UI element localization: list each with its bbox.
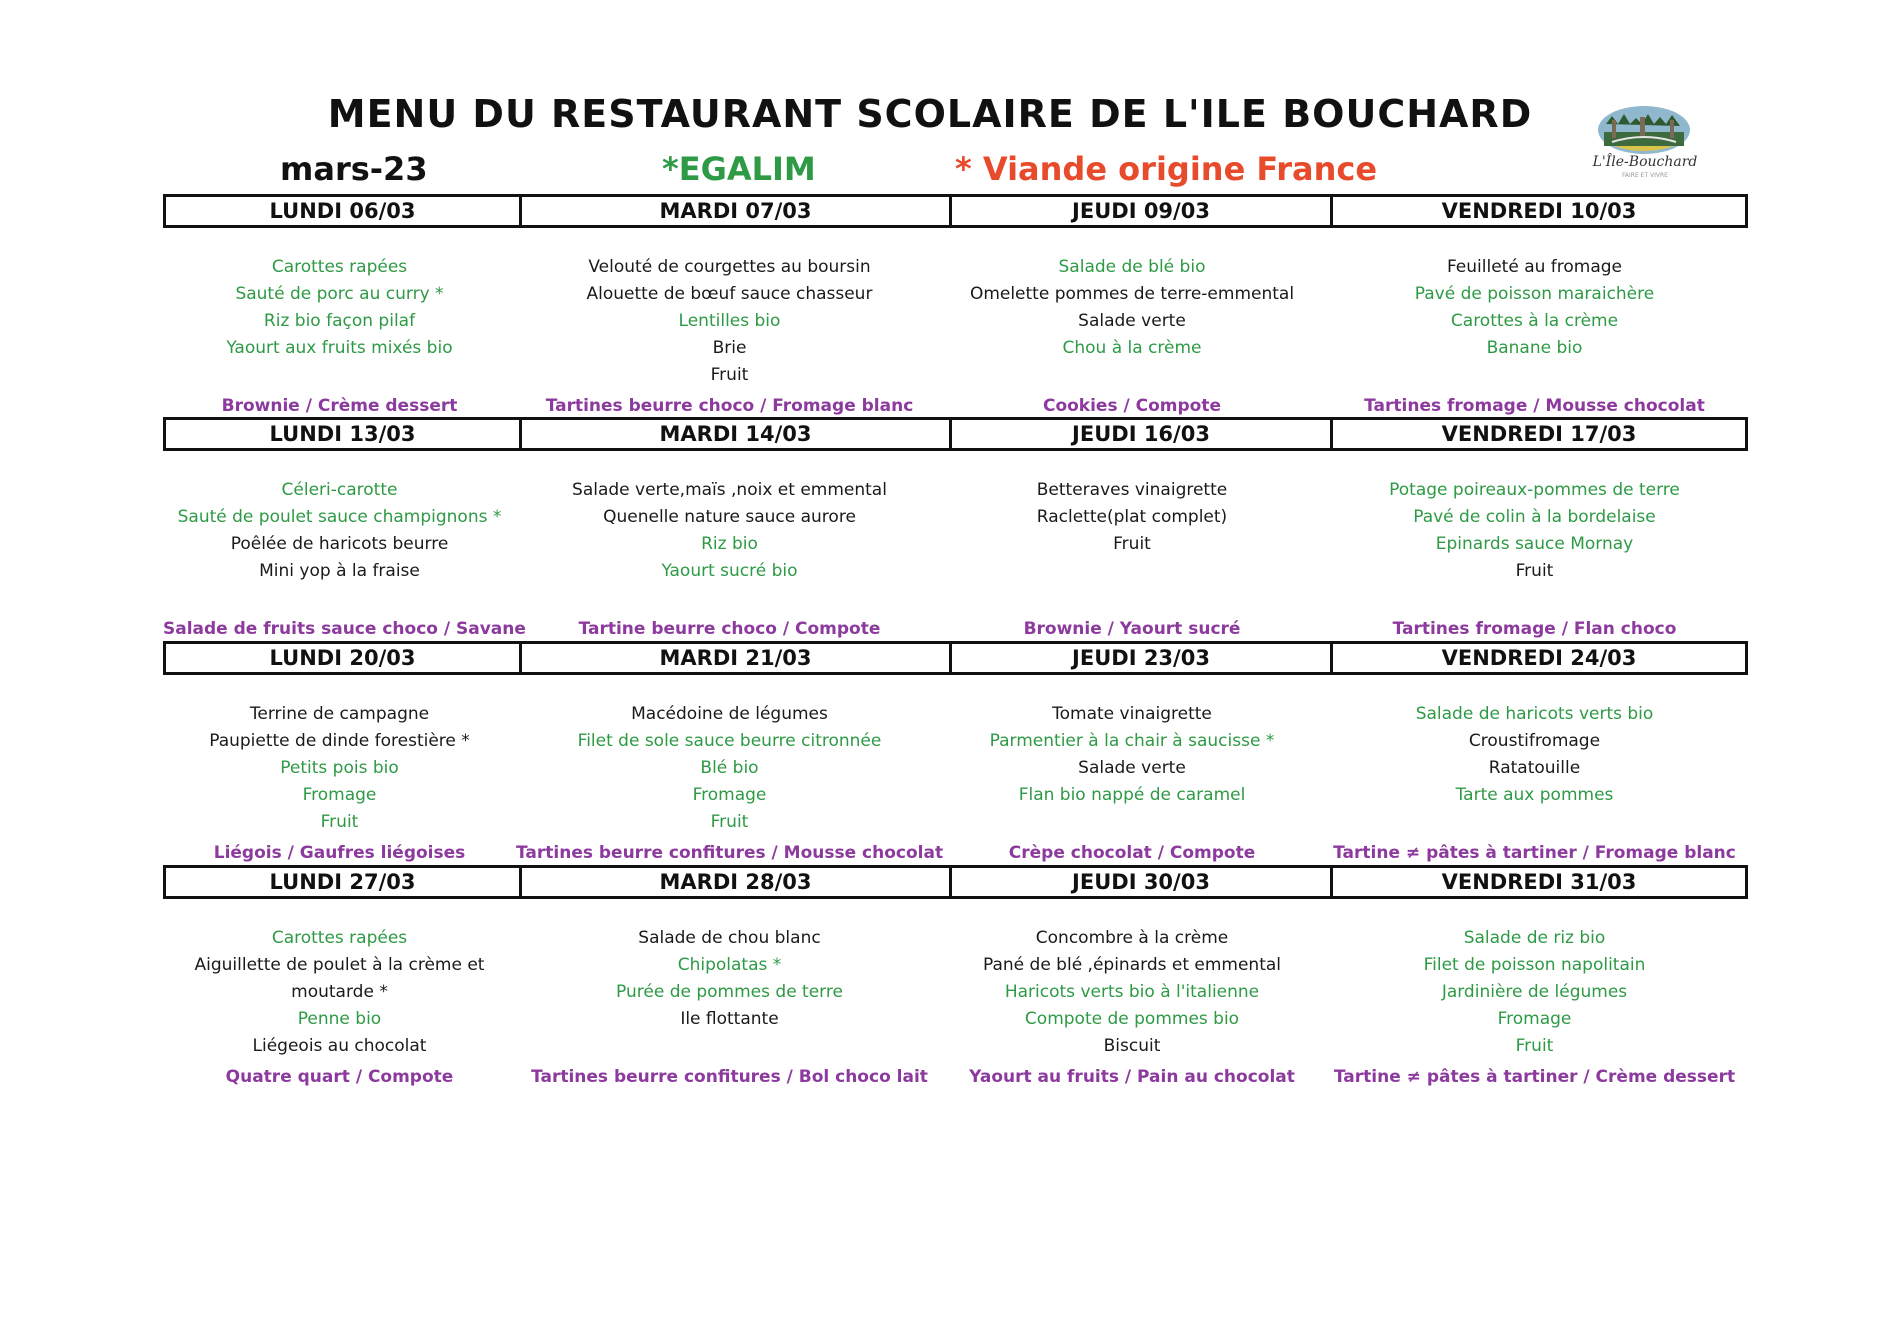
dish-item: Fromage: [1497, 1009, 1572, 1029]
day-header: MARDI 07/03: [522, 197, 952, 225]
day-menu: [516, 228, 943, 418]
dish-item: Potage poireaux-pommes de terre: [1389, 480, 1680, 500]
day-menu: [163, 228, 516, 418]
dish-item: Banane bio: [1486, 338, 1583, 358]
dish-item: Tomate vinaigrette: [1052, 704, 1212, 724]
day-menu: [943, 228, 1321, 418]
dish-item: Fruit: [320, 812, 359, 832]
town-logo-icon: [1582, 102, 1707, 182]
week-block: [163, 865, 1748, 1089]
day-header: VENDREDI 10/03: [1441, 199, 1637, 223]
day-header: LUNDI 06/03: [166, 197, 522, 225]
day-header: LUNDI 13/03: [166, 420, 522, 448]
page-title-text: MENU DU RESTAURANT SCOLAIRE DE L'ILE BOUCHARD: [327, 92, 1533, 136]
dish-item: Chou à la crème: [1062, 338, 1202, 358]
dish-item: Aiguillette de poulet à la crème et: [194, 955, 485, 975]
gouter-item: Tartines beurre choco / Fromage blanc: [545, 396, 914, 416]
day-menu: [516, 675, 943, 865]
day-header: MARDI 28/03: [522, 868, 952, 896]
gouter-item: Tartines fromage / Flan choco: [1392, 619, 1677, 639]
dish-item: Ratatouille: [1488, 758, 1581, 778]
gouter-item: Tartine beurre choco / Compote: [578, 619, 881, 639]
week-block: [163, 417, 1748, 641]
dish-item: Fromage: [692, 785, 767, 805]
day-menu: [1321, 899, 1748, 1089]
day-header: LUNDI 20/03: [166, 644, 522, 672]
dish-item: Riz bio façon pilaf: [263, 311, 416, 331]
dish-item: Fruit: [710, 365, 749, 385]
dish-item: Velouté de courgettes au boursin: [588, 257, 871, 277]
dish-item: Flan bio nappé de caramel: [1018, 785, 1246, 805]
gouter-item: Brownie / Yaourt sucré: [1023, 619, 1241, 639]
dish-item: Sauté de poulet sauce champignons *: [177, 507, 502, 527]
day-header: MARDI 14/03: [522, 420, 952, 448]
dish-item: Pavé de colin à la bordelaise: [1413, 507, 1656, 527]
dish-item: Carottes à la crème: [1450, 311, 1619, 331]
dish-item: Raclette(plat complet): [1036, 507, 1228, 527]
dish-item: Croustifromage: [1468, 731, 1601, 751]
dish-item: Salade verte: [1078, 758, 1186, 778]
gouter-item: Cookies / Compote: [1042, 396, 1222, 416]
dish-item: Salade de riz bio: [1463, 928, 1606, 948]
gouter-item: Liégois / Gaufres liégoises: [213, 843, 466, 863]
day-menu: [1321, 451, 1748, 641]
dish-item: Filet de poisson napolitain: [1423, 955, 1646, 975]
dish-item: Lentilles bio: [678, 311, 781, 331]
gouter-item: Tartines fromage / Mousse chocolat: [1364, 396, 1705, 416]
logo-caption: L'Île-Bouchard: [1592, 154, 1698, 170]
dish-item: Salade verte,maïs ,noix et emmental: [572, 480, 887, 500]
egalim-legend: *EGALIM: [662, 150, 816, 188]
dish-item: Blé bio: [700, 758, 759, 778]
gouter-item: Yaourt au fruits / Pain au chocolat: [969, 1067, 1295, 1087]
dish-item: Biscuit: [1103, 1036, 1161, 1056]
dish-item: Salade de haricots verts bio: [1415, 704, 1654, 724]
logo-subcaption: FAIRE ET VIVRE: [1622, 172, 1668, 179]
dish-item: Yaourt sucré bio: [661, 561, 798, 581]
dish-item: Chipolatas *: [677, 955, 782, 975]
day-menu: [516, 899, 943, 1089]
dish-item: Carottes rapées: [271, 928, 408, 948]
day-menu: [943, 451, 1321, 641]
dish-item: Salade de chou blanc: [638, 928, 821, 948]
dish-item: Fruit: [710, 812, 749, 832]
day-header: JEUDI 16/03: [952, 420, 1333, 448]
dish-item: Alouette de bœuf sauce chasseur: [586, 284, 873, 304]
day-menu: [1321, 675, 1748, 865]
dish-item: Salade verte: [1078, 311, 1186, 331]
day-header: JEUDI 30/03: [952, 868, 1333, 896]
dish-item: Macédoine de légumes: [631, 704, 828, 724]
dish-item: Fruit: [1113, 534, 1151, 554]
dish-item: Compote de pommes bio: [1024, 1009, 1240, 1029]
week-menu-row: [163, 451, 1748, 641]
day-menu: [943, 899, 1321, 1089]
day-menu: [163, 899, 516, 1089]
dish-item: Betteraves vinaigrette: [1036, 480, 1228, 500]
gouter-item: Crèpe chocolat / Compote: [1008, 843, 1256, 863]
week-block: [163, 194, 1748, 418]
day-menu: [163, 451, 526, 641]
week-menu-row: [163, 899, 1748, 1089]
dish-item: Liégeois au chocolat: [252, 1036, 427, 1056]
dish-item: Penne bio: [297, 1009, 382, 1029]
dish-item: Terrine de campagne: [249, 704, 430, 724]
dish-item: Parmentier à la chair à saucisse *: [989, 731, 1275, 751]
day-header: VENDREDI 17/03: [1441, 422, 1637, 446]
dish-item: Fruit: [1515, 561, 1554, 581]
day-menu: [163, 675, 516, 865]
dish-item: Purée de pommes de terre: [616, 982, 843, 1002]
day-menu: [1321, 228, 1748, 418]
dish-item: Haricots verts bio à l'italienne: [1004, 982, 1260, 1002]
gouter-item: Tartines beurre confitures / Bol choco lait: [531, 1067, 928, 1087]
week-header-row: [163, 641, 1748, 675]
gouter-item: Salade de fruits sauce choco / Savane: [163, 619, 526, 639]
gouter-item: Tartines beurre confitures / Mousse chocolat: [516, 843, 944, 863]
dish-item: Pané de blé ,épinards et emmental: [982, 955, 1282, 975]
dish-item: Concombre à la crème: [1035, 928, 1229, 948]
day-header: JEUDI 09/03: [952, 197, 1333, 225]
dish-item: Omelette pommes de terre-emmental: [969, 284, 1295, 304]
dish-item: Tarte aux pommes: [1455, 785, 1614, 805]
dish-item: Feuilleté au fromage: [1446, 257, 1623, 277]
dish-item: Riz bio: [701, 534, 758, 554]
dish-item: Salade de blé bio: [1058, 257, 1206, 277]
day-header: MARDI 21/03: [522, 644, 952, 672]
dish-item: Jardinière de légumes: [1441, 982, 1628, 1002]
dish-item: Mini yop à la fraise: [259, 561, 420, 581]
day-header: LUNDI 27/03: [166, 868, 522, 896]
dish-item: moutarde *: [291, 982, 388, 1002]
week-menu-row: [163, 675, 1748, 865]
dish-item: Paupiette de dinde forestière *: [209, 731, 470, 751]
day-menu: [516, 451, 943, 641]
day-header: VENDREDI 31/03: [1441, 870, 1637, 894]
dish-item: Fromage: [302, 785, 377, 805]
dish-item: Céleri-carotte: [281, 480, 398, 500]
week-header-row: [163, 865, 1748, 899]
week-block: [163, 641, 1748, 865]
origine-legend: * Viande origine France: [955, 150, 1378, 188]
dish-item: Ile flottante: [680, 1009, 779, 1029]
week-header-row: [163, 194, 1748, 228]
month-label: mars-23: [280, 150, 428, 188]
gouter-item: Quatre quart / Compote: [225, 1067, 454, 1087]
dish-item: Sauté de porc au curry *: [235, 284, 444, 304]
gouter-item: Tartine ≠ pâtes à tartiner / Crème dessert: [1333, 1067, 1736, 1087]
week-header-row: [163, 417, 1748, 451]
day-menu: [943, 675, 1321, 865]
gouter-item: Tartine ≠ pâtes à tartiner / Fromage blanc: [1333, 843, 1736, 863]
day-header: VENDREDI 24/03: [1441, 646, 1637, 670]
dish-item: Epinards sauce Mornay: [1435, 534, 1634, 554]
dish-item: Pavé de poisson maraichère: [1414, 284, 1655, 304]
dish-item: Yaourt aux fruits mixés bio: [226, 338, 453, 358]
dish-item: Carottes rapées: [271, 257, 408, 277]
dish-item: Quenelle nature sauce aurore: [603, 507, 856, 527]
week-menu-row: [163, 228, 1748, 418]
day-header: JEUDI 23/03: [952, 644, 1333, 672]
dish-item: Filet de sole sauce beurre citronnée: [577, 731, 882, 751]
dish-item: Petits pois bio: [280, 758, 399, 778]
dish-item: Poêlée de haricots beurre: [230, 534, 449, 554]
dish-item: Brie: [712, 338, 747, 358]
dish-item: Fruit: [1515, 1036, 1554, 1056]
gouter-item: Brownie / Crème dessert: [221, 396, 458, 416]
